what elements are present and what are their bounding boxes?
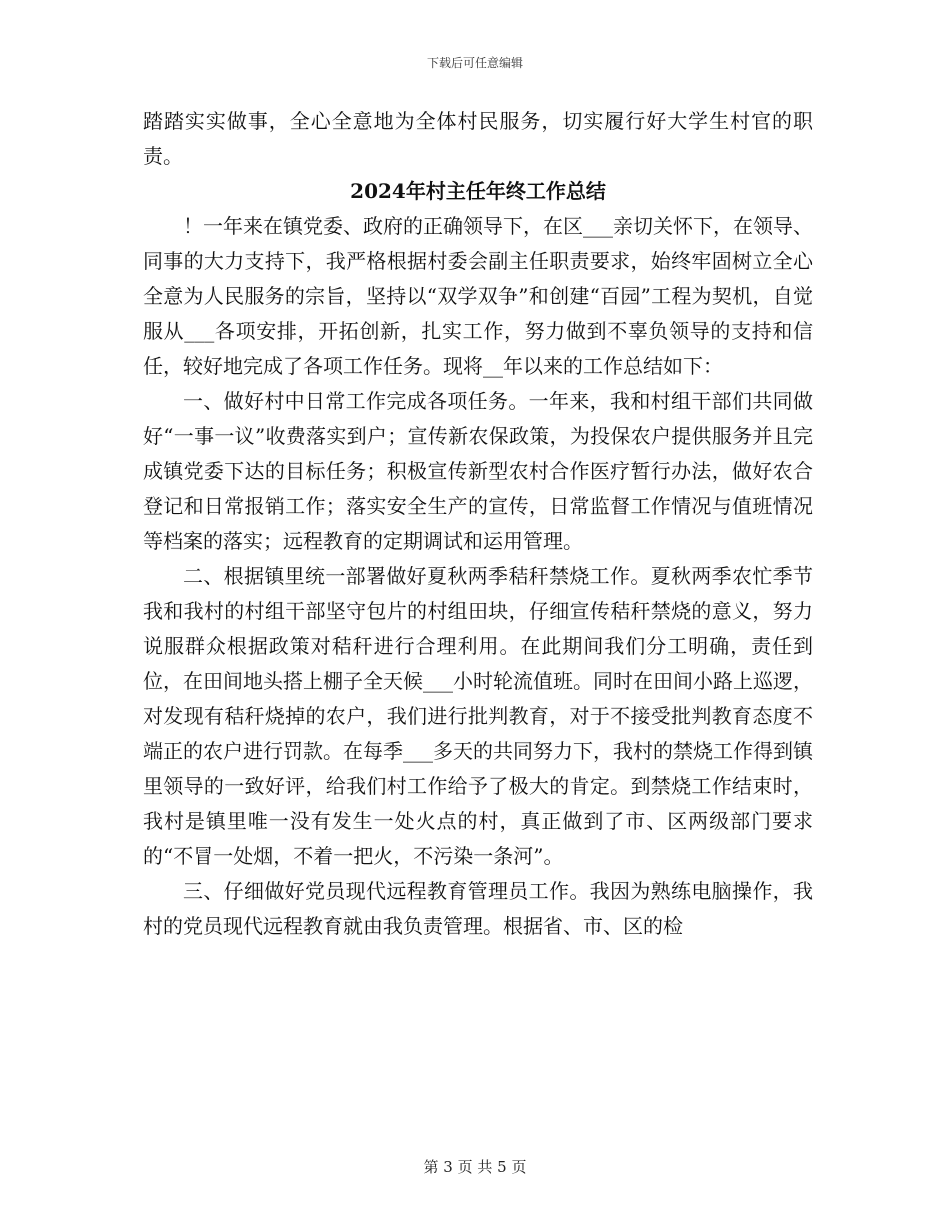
paragraph-intro: ！一年来在镇党委、政府的正确领导下，在区___亲切关怀下，在领导、同事的大力支持下，我严格根据村委会副主任职责要求，始终牢固树立全心全意为人民服务的宗旨，坚持以“双学双争”和创建“百园”工程为契机，自觉服从___各项安排，开拓创新，扎实工作，努力做到不辜负领导的支持和信任，较好地完成了各项工作任务。现将__年以来的工作总结如下：: [143, 214, 813, 378]
continuation-paragraph: 踏踏实实做事，全心全意地为全体村民服务，切实履行好大学生村官的职责。: [143, 109, 813, 168]
document-title: 2024年村主任年终工作总结: [350, 179, 606, 203]
paragraph-section-3: 三、仔细做好党员现代远程教育管理员工作。我因为熟练电脑操作，我村的党员现代远程教育就由我负责管理。根据省、市、区的检: [143, 879, 813, 938]
paragraph-section-1: 一、做好村中日常工作完成各项任务。一年来，我和村组干部们共同做好“一事一议”收费落实到户；宣传新农保政策，为投保农户提供服务并且完成镇党委下达的目标任务；积极宣传新型农村合作医疗暂行办法，做好农合登记和日常报销工作；落实安全生产的宣传，日常监督工作情况与值班情况等档案的落实；远程教育的定期调试和运用管理。: [143, 389, 813, 553]
header-note: 下载后可任意编辑: [426, 56, 523, 70]
paragraph-section-2: 二、根据镇里统一部署做好夏秋两季秸秆禁烧工作。夏秋两季农忙季节我和我村的村组干部坚守包片的村组田块，仔细宣传秸秆禁烧的意义，努力说服群众根据政策对秸秆进行合理利用。在此期间我们分工明确，责任到位，在田间地头搭上棚子全天候___小时轮流值班。同时在田间小路上巡逻，对发现有秸秆烧掉的农户，我们进行批判教育，对于不接受批判教育态度不端正的农户进行罚款。在每季___多天的共同努力下，我村的禁烧工作得到镇里领导的一致好评，给我们村工作给予了极大的肯定。到禁烧工作结束时，我村是镇里唯一没有发生一处火点的村，真正做到了市、区两级部门要求的“不冒一处烟，不着一把火，不污染一条河”。: [143, 564, 813, 868]
page-number-footer: 第 3 页 共 5 页: [423, 1158, 527, 1176]
document-body: [143, 104, 813, 944]
